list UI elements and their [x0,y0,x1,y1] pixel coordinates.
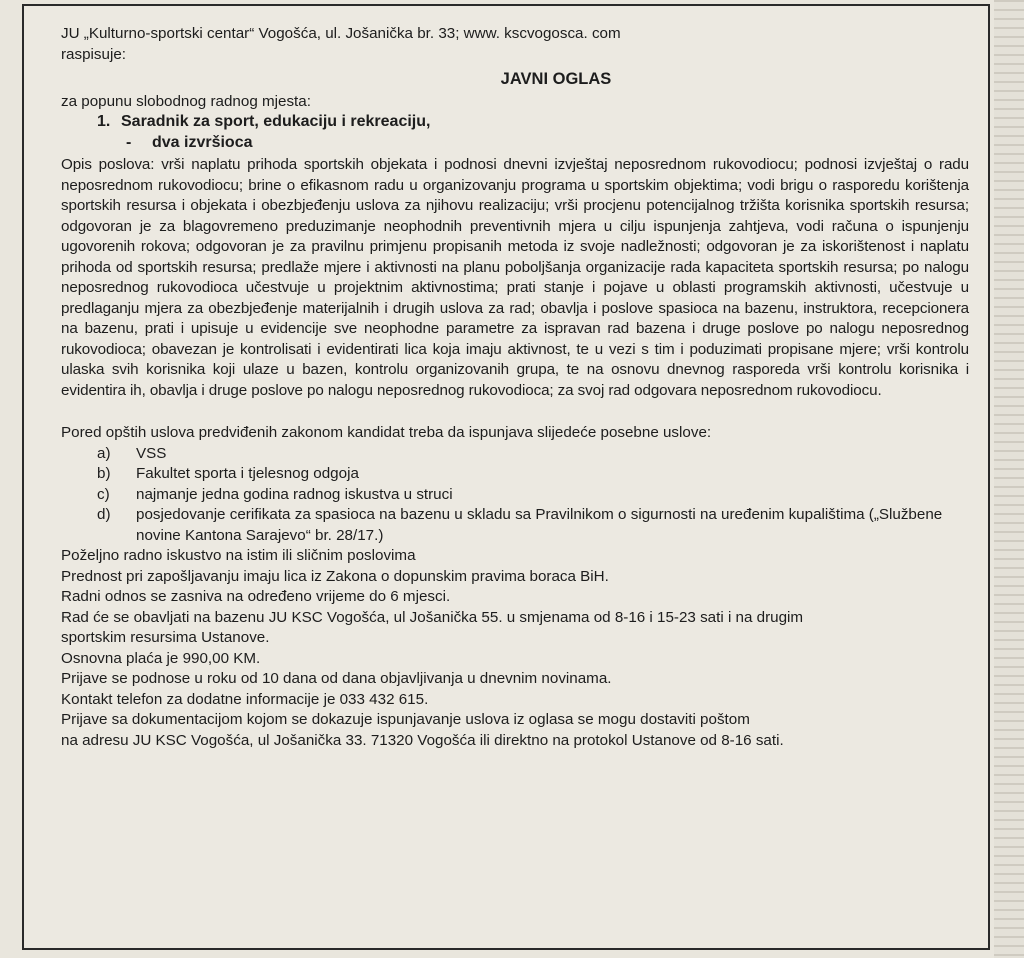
list-item [61,464,969,485]
position-dash: - [126,133,132,151]
spacer [61,401,969,423]
institution-line: JU „Kulturno-sportski centar“ Vogošća, ul. Jošanička br. 33; www. kscvogosca. com [61,25,621,42]
raspisuje-label: raspisuje: [61,45,126,63]
requirements-list [61,444,969,547]
list-text: VSS [136,444,167,462]
note-line: Rad će se obavljati na bazenu JU KSC Vogošća, ul Jošanička 55. u smjenama od 8-16 i 15-23 sati i na drugim [61,608,804,626]
note-line: Radni odnos se zasniva na određeno vrijeme do 6 mjesci. [61,588,451,605]
note-line: sportskim resursima Ustanove. [61,629,270,646]
note-line: Prijave se podnose u roku od 10 dana od dana objavljivanja u dnevnim novinama. [61,670,612,687]
note-line: Kontakt telefon za dodatne informacije je 033 432 615. [61,690,429,708]
list-marker: c) [97,485,110,503]
newsprint-bleed [994,0,1024,958]
list-marker: d) [97,506,111,523]
note-line: Osnovna plaća je 990,00 KM. [61,649,261,667]
list-text: Fakultet sporta i tjelesnog odgoja [136,465,359,482]
list-item [61,485,969,506]
note-line: Prijave sa dokumentacijom kojom se dokazuje ispunjavanje uslova iz oglasa se mogu dostaviti poštom [61,711,750,728]
ad-content [61,24,969,751]
page-title: JAVNI OGLAS [500,70,612,88]
position-name: Saradnik za sport, edukaciju i rekreaciju, [121,113,431,130]
note-line: Poželjno radno iskustvo na istim ili sličnim poslovima [61,547,416,564]
list-text: posjedovanje cerifikata za spasioca na bazenu u skladu sa Pravilnikom o sigurnosti na uređenim kupalištima („Službene novine Kantona Sarajevo“ br. 28/17.) [136,506,943,544]
list-marker: a) [97,444,111,462]
requirements-intro: Pored opštih uslova predviđenih zakonom kandidat treba da ispunjava slijedeće posebne uslove: [61,424,712,441]
position-count-text: dva izvršioca [152,133,253,151]
list-text: najmanje jedna godina radnog iskustva u struci [136,485,453,503]
note-line: Prednost pri zapošljavanju imaju lica iz Zakona o dopunskim pravima boraca BiH. [61,567,609,585]
list-marker: b) [97,465,111,482]
list-item [61,505,969,546]
position-number: 1. [97,113,111,130]
position-title [97,112,969,133]
position-count [126,133,969,154]
intro-text: za popunu slobodnog radnog mjesta: [61,92,311,110]
job-description: Opis poslova: vrši naplatu prihoda sportskih objekata i podnosi dnevni izvještaj neposrednom rukovodiocu; podnosi izvještaj o radu neposrednom rukovodiocu; brine o efikasnom radu u organizovanju programa u sportskim objektima; vodi brigu o rasporedu korištenja sportskih resursa i objekata i obezbjeđenju uslova za njihovu realizaciju; vrši procjenu potencijalnog tržišta korisnika sportskih resursa; odgovoran je za blagovremeno preduzimanje neophodnih preventivnih mjera u cilju ispunjenja zahtjeva, vodi računa o ispunjenju ugovorenih rokova; odgovoran je za pravilnu primjenu propisanih metoda iz svoje nadležnosti; odgovoran je za iskorištenost i naplatu prihoda od sportskih resursa; predlaže mjere i aktivnosti na planu poboljšanja organizacije rada kapaciteta sportskih resursa; po nalogu neposrednog rukovodioca učestvuje u projektnim aktivnostima; prati stanje i pojave u oblasti programskih aktivnosti, učestvuje u predlaganju mjera za obezbjeđenje materijalnih i drugih uslova za rad; obavlja i poslove spasioca na bazenu, instruktora, recepcionera na bazenu, prati i upisuje u evidencije sve neophodne parametre za ispravan rad bazena i druge poslove po nalogu neposrednog rukovodioca; obavezan je kontrolisati i evidentirati lica koja imaju aktivnost, te u vezi s tim i poduzimati propisane mjere; vrši kontrolu ulaska svih korisnika koji ulaze u bazen, kontrolu organizovanih grupa, te na osnovu dnevnog rasporeda vrši kontrolu korisnika i evidentira ih, obavlja i druge poslove po nalogu neposrednog rukovodioca; za svoj rad odgovara neposrednom rukovodiocu. [61,156,969,399]
list-item [61,444,969,465]
note-line: na adresu JU KSC Vogošća, ul Jošanička 33. 71320 Vogošća ili direktno na protokol Ustanove od 8-16 sati. [61,731,784,749]
